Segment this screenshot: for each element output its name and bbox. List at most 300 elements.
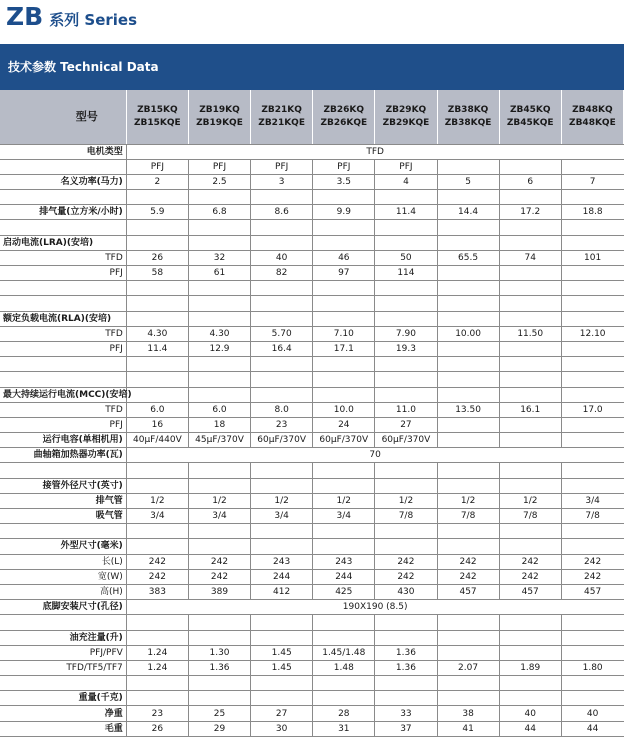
table-cell: 6.0 bbox=[188, 402, 250, 417]
brand-title: ZB bbox=[6, 2, 44, 31]
row-label: 宽(W) bbox=[0, 569, 126, 584]
table-cell bbox=[188, 190, 250, 205]
table-cell: 383 bbox=[126, 584, 188, 599]
spanning-cell: TFD bbox=[126, 144, 623, 159]
table-cell bbox=[499, 433, 561, 448]
table-cell: 1.36 bbox=[375, 660, 437, 675]
table-cell bbox=[561, 311, 623, 326]
table-cell bbox=[375, 311, 437, 326]
table-cell bbox=[499, 645, 561, 660]
row-label: PFJ bbox=[0, 266, 126, 281]
table-cell bbox=[188, 235, 250, 250]
table-cell: 3 bbox=[251, 174, 313, 189]
table-cell: 50 bbox=[375, 250, 437, 265]
table-cell bbox=[188, 524, 250, 539]
table-cell: 32 bbox=[188, 250, 250, 265]
row-label: 额定负载电流(RLA)(安培) bbox=[0, 311, 126, 326]
table-cell bbox=[437, 296, 499, 311]
table-cell: 7/8 bbox=[375, 509, 437, 524]
table-row bbox=[0, 205, 624, 220]
table-cell: PFJ bbox=[251, 159, 313, 174]
table-cell: 242 bbox=[188, 569, 250, 584]
table-cell bbox=[126, 691, 188, 706]
row-label: PFJ bbox=[0, 341, 126, 356]
table-cell bbox=[561, 539, 623, 554]
table-cell bbox=[375, 235, 437, 250]
table-cell bbox=[313, 311, 375, 326]
table-row bbox=[0, 190, 624, 205]
row-label: TFD bbox=[0, 250, 126, 265]
table-row bbox=[0, 281, 624, 296]
table-cell: 242 bbox=[126, 569, 188, 584]
table-row bbox=[0, 493, 624, 508]
table-row bbox=[0, 706, 624, 721]
table-cell bbox=[375, 372, 437, 387]
table-cell: 17.2 bbox=[499, 205, 561, 220]
table-cell: 82 bbox=[251, 266, 313, 281]
table-cell: 26 bbox=[126, 250, 188, 265]
table-cell: 101 bbox=[561, 250, 623, 265]
table-cell: 58 bbox=[126, 266, 188, 281]
table-cell: 3/4 bbox=[313, 509, 375, 524]
row-label: 油充注量(升) bbox=[0, 630, 126, 645]
table-cell bbox=[313, 691, 375, 706]
table-cell: 18 bbox=[188, 417, 250, 432]
table-cell: 1/2 bbox=[499, 493, 561, 508]
table-row bbox=[0, 174, 624, 189]
table-cell: 1/2 bbox=[188, 493, 250, 508]
table-cell bbox=[499, 463, 561, 478]
table-row bbox=[0, 691, 624, 706]
table-cell bbox=[188, 372, 250, 387]
table-cell bbox=[251, 539, 313, 554]
table-cell bbox=[437, 190, 499, 205]
table-cell: 60μF/370V bbox=[313, 433, 375, 448]
table-cell bbox=[561, 691, 623, 706]
row-label: 重量(千克) bbox=[0, 691, 126, 706]
table-cell bbox=[126, 296, 188, 311]
table-cell bbox=[499, 159, 561, 174]
table-cell: 7.10 bbox=[313, 326, 375, 341]
table-cell bbox=[499, 235, 561, 250]
table-cell bbox=[561, 463, 623, 478]
table-cell: 19.3 bbox=[375, 341, 437, 356]
table-cell: 9.9 bbox=[313, 205, 375, 220]
table-cell: 6 bbox=[499, 174, 561, 189]
table-cell bbox=[561, 235, 623, 250]
table-cell bbox=[437, 387, 499, 402]
table-cell: 7.90 bbox=[375, 326, 437, 341]
table-cell: 425 bbox=[313, 584, 375, 599]
table-cell: 11.50 bbox=[499, 326, 561, 341]
row-label: 净重 bbox=[0, 706, 126, 721]
table-cell: 1/2 bbox=[375, 493, 437, 508]
table-cell: 25 bbox=[188, 706, 250, 721]
table-cell bbox=[561, 357, 623, 372]
table-cell: 457 bbox=[561, 584, 623, 599]
table-cell bbox=[499, 691, 561, 706]
table-cell: 5 bbox=[437, 174, 499, 189]
table-cell bbox=[126, 478, 188, 493]
table-cell bbox=[499, 266, 561, 281]
table-row bbox=[0, 600, 624, 615]
table-cell: 389 bbox=[188, 584, 250, 599]
table-cell bbox=[437, 630, 499, 645]
table-cell bbox=[499, 539, 561, 554]
table-cell bbox=[561, 478, 623, 493]
row-label bbox=[0, 296, 126, 311]
table-cell bbox=[437, 615, 499, 630]
row-label: 启动电流(LRA)(安培) bbox=[0, 235, 126, 250]
table-cell bbox=[375, 281, 437, 296]
table-cell: 1.45 bbox=[251, 645, 313, 660]
table-cell: 114 bbox=[375, 266, 437, 281]
table-cell bbox=[375, 463, 437, 478]
table-cell bbox=[437, 478, 499, 493]
table-cell bbox=[188, 311, 250, 326]
table-cell bbox=[126, 539, 188, 554]
table-cell: 5.9 bbox=[126, 205, 188, 220]
table-cell bbox=[188, 630, 250, 645]
row-label: 排气量(立方米/小时) bbox=[0, 205, 126, 220]
table-cell bbox=[251, 630, 313, 645]
row-label: 底脚安装尺寸(孔径) bbox=[0, 600, 126, 615]
row-label bbox=[0, 220, 126, 235]
table-cell: 1.45 bbox=[251, 660, 313, 675]
table-row bbox=[0, 630, 624, 645]
table-cell bbox=[499, 190, 561, 205]
row-label: TFD bbox=[0, 326, 126, 341]
tech-data-table bbox=[0, 90, 624, 737]
table-cell: 40 bbox=[499, 706, 561, 721]
table-row bbox=[0, 721, 624, 736]
table-cell bbox=[188, 691, 250, 706]
table-cell bbox=[561, 676, 623, 691]
table-cell bbox=[437, 691, 499, 706]
table-cell: 60μF/370V bbox=[375, 433, 437, 448]
table-row bbox=[0, 417, 624, 432]
table-cell bbox=[499, 311, 561, 326]
table-cell: 1.45/1.48 bbox=[313, 645, 375, 660]
table-cell: 3/4 bbox=[126, 509, 188, 524]
row-label: 接管外径尺寸(英寸) bbox=[0, 478, 126, 493]
table-cell: 38 bbox=[437, 706, 499, 721]
table-cell bbox=[251, 463, 313, 478]
table-cell bbox=[313, 235, 375, 250]
table-cell: 18.8 bbox=[561, 205, 623, 220]
table-cell bbox=[251, 296, 313, 311]
table-row bbox=[0, 341, 624, 356]
table-cell bbox=[375, 630, 437, 645]
row-label: PFJ/PFV bbox=[0, 645, 126, 660]
table-cell: 242 bbox=[188, 554, 250, 569]
table-cell bbox=[126, 676, 188, 691]
table-cell: 46 bbox=[313, 250, 375, 265]
row-label bbox=[0, 190, 126, 205]
table-cell bbox=[437, 220, 499, 235]
table-cell bbox=[126, 235, 188, 250]
table-cell: 457 bbox=[437, 584, 499, 599]
table-cell: 7 bbox=[561, 174, 623, 189]
table-cell bbox=[499, 676, 561, 691]
table-cell: PFJ bbox=[375, 159, 437, 174]
table-cell: 60μF/370V bbox=[251, 433, 313, 448]
page-header bbox=[6, 2, 137, 38]
table-cell: 11.4 bbox=[375, 205, 437, 220]
table-row bbox=[0, 463, 624, 478]
model-cell: ZB15KQ ZB15KQE bbox=[126, 90, 188, 144]
table-row bbox=[0, 159, 624, 174]
table-cell bbox=[499, 372, 561, 387]
table-cell: 27 bbox=[251, 706, 313, 721]
row-label bbox=[0, 524, 126, 539]
table-cell: 40 bbox=[561, 706, 623, 721]
table-cell bbox=[437, 341, 499, 356]
table-cell: 1.24 bbox=[126, 660, 188, 675]
table-cell bbox=[251, 311, 313, 326]
table-cell bbox=[313, 630, 375, 645]
table-cell: 242 bbox=[561, 569, 623, 584]
table-cell bbox=[126, 524, 188, 539]
table-cell bbox=[126, 615, 188, 630]
table-cell bbox=[437, 266, 499, 281]
model-header-row bbox=[0, 90, 624, 144]
table-cell bbox=[313, 615, 375, 630]
table-cell: 24 bbox=[313, 417, 375, 432]
table-cell: 6.8 bbox=[188, 205, 250, 220]
table-cell bbox=[499, 615, 561, 630]
table-row bbox=[0, 554, 624, 569]
model-cell: ZB38KQ ZB38KQE bbox=[437, 90, 499, 144]
table-cell bbox=[561, 296, 623, 311]
table-cell: 33 bbox=[375, 706, 437, 721]
table-cell bbox=[313, 676, 375, 691]
table-cell: 2.07 bbox=[437, 660, 499, 675]
table-cell bbox=[251, 281, 313, 296]
table-cell bbox=[437, 372, 499, 387]
table-cell: 243 bbox=[251, 554, 313, 569]
table-cell bbox=[499, 296, 561, 311]
table-cell: 6.0 bbox=[126, 402, 188, 417]
table-cell bbox=[251, 190, 313, 205]
table-cell bbox=[561, 266, 623, 281]
row-label: TFD/TF5/TF7 bbox=[0, 660, 126, 675]
table-cell bbox=[251, 691, 313, 706]
table-cell bbox=[561, 433, 623, 448]
table-cell: 11.0 bbox=[375, 402, 437, 417]
table-cell bbox=[561, 615, 623, 630]
row-label bbox=[0, 676, 126, 691]
table-cell bbox=[437, 676, 499, 691]
table-cell bbox=[561, 524, 623, 539]
row-label bbox=[0, 463, 126, 478]
table-cell bbox=[561, 341, 623, 356]
model-cell: ZB26KQ ZB26KQE bbox=[313, 90, 375, 144]
table-cell: 242 bbox=[437, 569, 499, 584]
row-label: 吸气管 bbox=[0, 509, 126, 524]
table-cell bbox=[437, 235, 499, 250]
table-row bbox=[0, 676, 624, 691]
table-cell bbox=[251, 357, 313, 372]
row-label: 排气管 bbox=[0, 493, 126, 508]
table-cell bbox=[561, 645, 623, 660]
table-cell bbox=[437, 645, 499, 660]
table-cell bbox=[499, 341, 561, 356]
table-row bbox=[0, 448, 624, 463]
table-row bbox=[0, 387, 624, 402]
table-cell bbox=[375, 190, 437, 205]
table-cell: 40 bbox=[251, 250, 313, 265]
table-cell: 10.0 bbox=[313, 402, 375, 417]
table-cell: 65.5 bbox=[437, 250, 499, 265]
table-cell bbox=[251, 235, 313, 250]
row-label: 外型尺寸(毫米) bbox=[0, 539, 126, 554]
table-cell bbox=[561, 417, 623, 432]
table-cell: 17.0 bbox=[561, 402, 623, 417]
table-cell bbox=[126, 630, 188, 645]
table-row bbox=[0, 311, 624, 326]
table-cell bbox=[126, 463, 188, 478]
table-row bbox=[0, 478, 624, 493]
table-cell: 4.30 bbox=[126, 326, 188, 341]
section-banner bbox=[0, 44, 624, 90]
table-cell: 4.30 bbox=[188, 326, 250, 341]
table-cell: 1/2 bbox=[126, 493, 188, 508]
banner-title: 技术参数 Technical Data bbox=[8, 60, 159, 74]
table-cell: 3/4 bbox=[188, 509, 250, 524]
table-cell bbox=[499, 630, 561, 645]
table-row bbox=[0, 615, 624, 630]
table-cell bbox=[188, 357, 250, 372]
table-cell: 41 bbox=[437, 721, 499, 736]
row-label: 最大持续运行电流(MCC)(安培) bbox=[0, 387, 126, 402]
table-cell: 242 bbox=[499, 569, 561, 584]
row-label: TFD bbox=[0, 402, 126, 417]
table-cell: 44 bbox=[499, 721, 561, 736]
row-label bbox=[0, 615, 126, 630]
table-cell: PFJ bbox=[313, 159, 375, 174]
table-cell bbox=[375, 478, 437, 493]
table-row bbox=[0, 569, 624, 584]
table-cell bbox=[188, 676, 250, 691]
table-cell bbox=[313, 524, 375, 539]
table-cell: 44 bbox=[561, 721, 623, 736]
table-cell: 17.1 bbox=[313, 341, 375, 356]
model-cell: ZB45KQ ZB45KQE bbox=[499, 90, 561, 144]
table-cell: 26 bbox=[126, 721, 188, 736]
table-cell bbox=[251, 387, 313, 402]
table-cell bbox=[251, 372, 313, 387]
table-cell: 1/2 bbox=[251, 493, 313, 508]
table-cell bbox=[375, 539, 437, 554]
table-cell: 7/8 bbox=[499, 509, 561, 524]
table-cell bbox=[499, 281, 561, 296]
model-cell: ZB19KQ ZB19KQE bbox=[188, 90, 250, 144]
table-cell bbox=[126, 357, 188, 372]
table-cell: 1.48 bbox=[313, 660, 375, 675]
table-cell: 457 bbox=[499, 584, 561, 599]
table-row bbox=[0, 645, 624, 660]
table-cell: 3/4 bbox=[251, 509, 313, 524]
table-cell bbox=[561, 190, 623, 205]
table-cell: 1/2 bbox=[437, 493, 499, 508]
table-cell: 37 bbox=[375, 721, 437, 736]
table-cell: 1.36 bbox=[188, 660, 250, 675]
table-cell bbox=[561, 372, 623, 387]
table-cell: 10.00 bbox=[437, 326, 499, 341]
table-cell: 12.10 bbox=[561, 326, 623, 341]
table-cell bbox=[188, 478, 250, 493]
table-cell: 74 bbox=[499, 250, 561, 265]
table-cell: 30 bbox=[251, 721, 313, 736]
table-cell: 242 bbox=[437, 554, 499, 569]
table-cell bbox=[375, 357, 437, 372]
table-cell: 23 bbox=[126, 706, 188, 721]
table-cell: 12.9 bbox=[188, 341, 250, 356]
table-cell: 2.5 bbox=[188, 174, 250, 189]
table-cell: 243 bbox=[313, 554, 375, 569]
table-cell: 23 bbox=[251, 417, 313, 432]
table-cell: 1.80 bbox=[561, 660, 623, 675]
table-cell bbox=[188, 296, 250, 311]
table-row bbox=[0, 250, 624, 265]
table-cell bbox=[251, 220, 313, 235]
model-cell: ZB21KQ ZB21KQE bbox=[251, 90, 313, 144]
table-cell: PFJ bbox=[188, 159, 250, 174]
table-row bbox=[0, 372, 624, 387]
table-cell bbox=[313, 372, 375, 387]
spanning-cell: 70 bbox=[126, 448, 623, 463]
table-cell bbox=[126, 372, 188, 387]
table-cell: 242 bbox=[561, 554, 623, 569]
table-row bbox=[0, 524, 624, 539]
table-cell bbox=[499, 417, 561, 432]
row-label: PFJ bbox=[0, 417, 126, 432]
table-row bbox=[0, 220, 624, 235]
table-cell: 29 bbox=[188, 721, 250, 736]
table-cell bbox=[375, 615, 437, 630]
table-cell: 2 bbox=[126, 174, 188, 189]
table-cell bbox=[251, 478, 313, 493]
table-cell bbox=[313, 281, 375, 296]
table-cell bbox=[375, 524, 437, 539]
table-cell bbox=[499, 357, 561, 372]
table-cell bbox=[437, 357, 499, 372]
table-cell: 242 bbox=[499, 554, 561, 569]
table-cell bbox=[313, 220, 375, 235]
table-cell: 8.6 bbox=[251, 205, 313, 220]
table-row bbox=[0, 357, 624, 372]
table-cell bbox=[437, 539, 499, 554]
table-cell bbox=[437, 463, 499, 478]
table-cell bbox=[437, 311, 499, 326]
table-row bbox=[0, 296, 624, 311]
table-cell: 11.4 bbox=[126, 341, 188, 356]
table-cell: 3/4 bbox=[561, 493, 623, 508]
table-cell: 244 bbox=[313, 569, 375, 584]
row-label bbox=[0, 281, 126, 296]
row-label: 电机类型 bbox=[0, 144, 126, 159]
model-label: 型号 bbox=[0, 90, 126, 144]
table-cell bbox=[251, 615, 313, 630]
table-cell bbox=[437, 524, 499, 539]
model-cell: ZB29KQ ZB29KQE bbox=[375, 90, 437, 144]
table-row bbox=[0, 660, 624, 675]
series-subtitle: 系列 Series bbox=[49, 11, 138, 29]
table-cell: 16 bbox=[126, 417, 188, 432]
table-row bbox=[0, 402, 624, 417]
table-cell: 14.4 bbox=[437, 205, 499, 220]
